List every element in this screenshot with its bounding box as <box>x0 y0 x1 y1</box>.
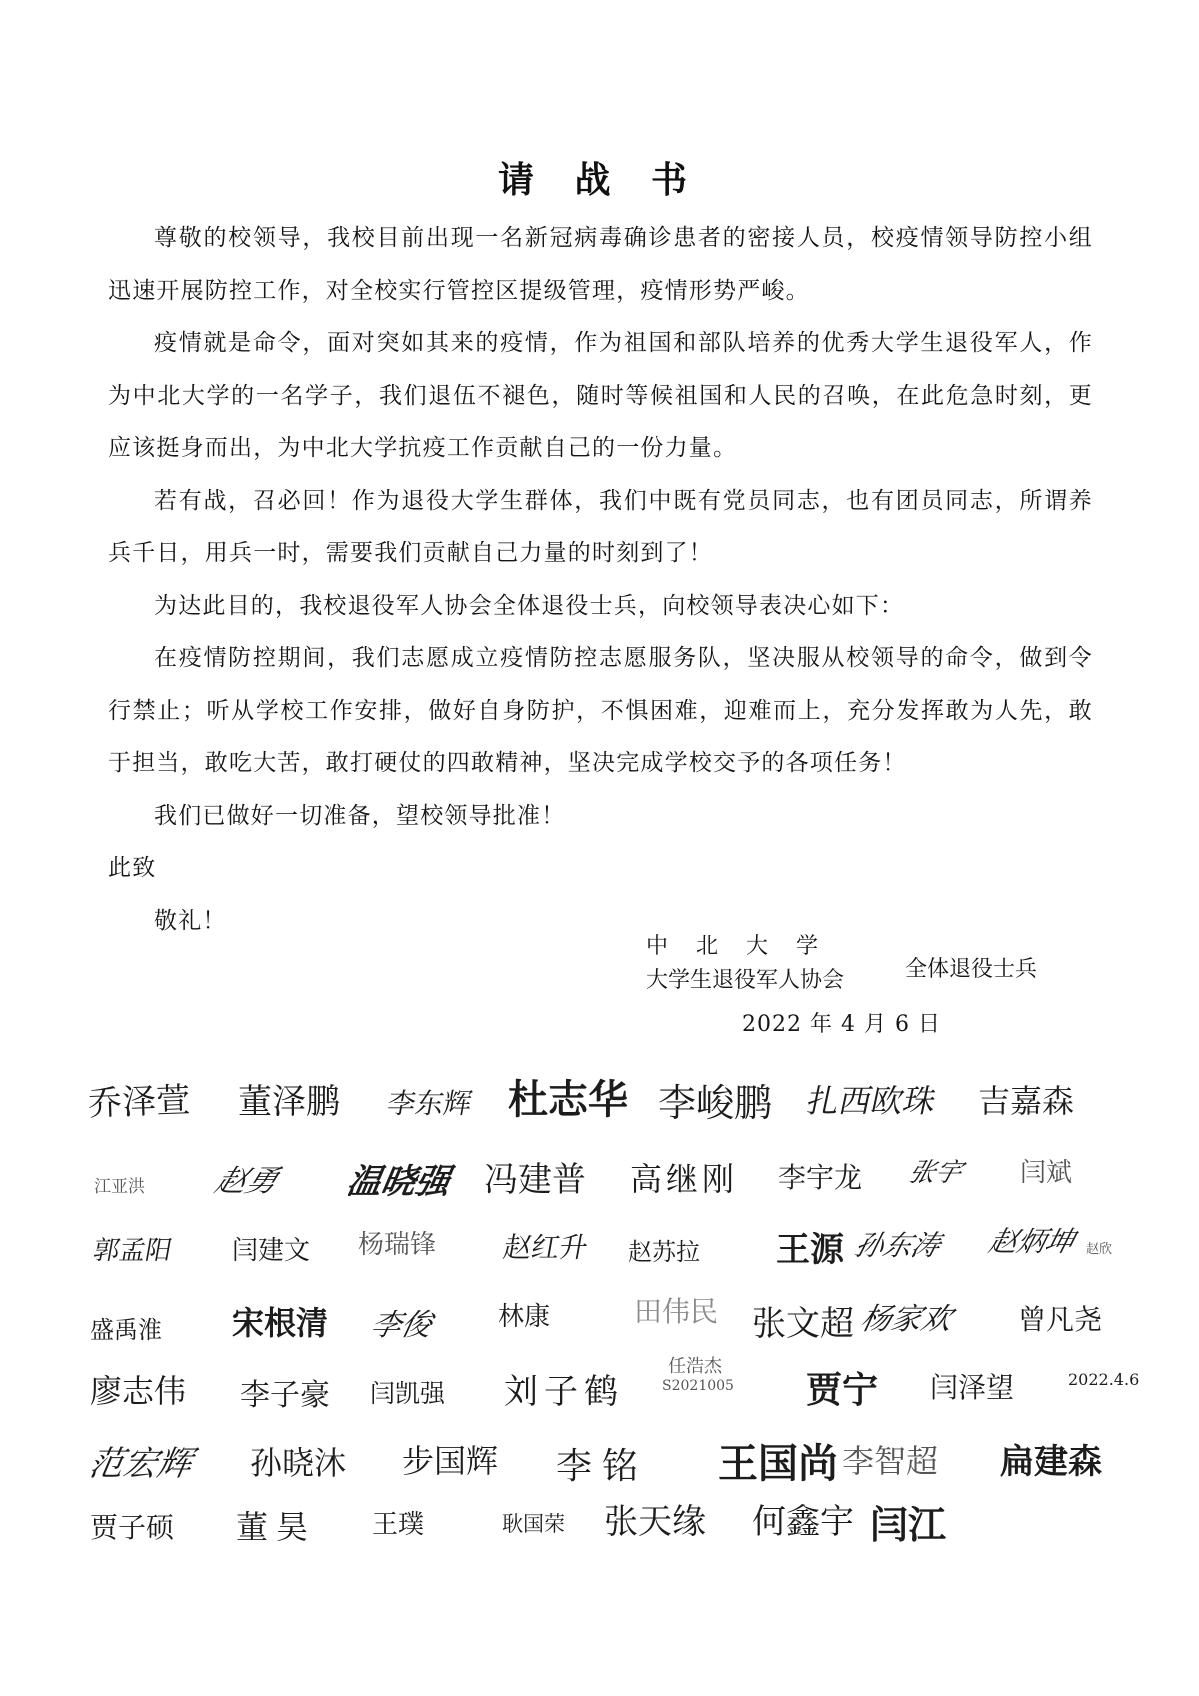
signature: 吉嘉森 <box>978 1082 1075 1120</box>
signature: 廖志伟 <box>90 1372 187 1410</box>
signature: 盛禹淮 <box>90 1316 162 1344</box>
signature: 曾凡尧 <box>1018 1303 1103 1336</box>
paragraph-4: 为达此目的，我校退役军人协会全体退役士兵，向校领导表决心如下： <box>154 592 905 619</box>
signature: 贾子硕 <box>90 1511 175 1544</box>
signature: 扎西欧珠 <box>803 1082 940 1120</box>
signature: 董昊 <box>236 1508 317 1546</box>
signature: 杨瑞锋 <box>358 1230 437 1260</box>
signature: 耿国荣 <box>502 1512 565 1536</box>
signature: 乔泽萱 <box>87 1080 191 1124</box>
signature: 林康 <box>498 1302 551 1332</box>
paragraph-2: 疫情就是命令，面对突如其来的疫情，作为祖国和部队培养的优秀大学生退役军人，作为中北大学的一名学子，我们退伍不褪色，随时等候祖国和人民的召唤，在此危急时刻，更应该挺身而出，为中北大学抗疫工作贡献自己的一份力量。 <box>108 330 1093 461</box>
signature: 李俊 <box>367 1308 435 1343</box>
signature: 李子豪 <box>240 1378 330 1413</box>
signature: 孙晓沐 <box>250 1444 347 1482</box>
paragraph-3: 若有战，召必回！作为退役大学生群体，我们中既有党员同志，也有团员同志，所谓养兵千日，用兵一时，需要我们贡献自己力量的时刻到了！ <box>108 487 1093 566</box>
signature: S2021005 <box>662 1378 734 1394</box>
signature: 高继刚 <box>630 1160 739 1198</box>
signature: 李峻鹏 <box>658 1081 773 1125</box>
signature: 赵欣 <box>1086 1242 1113 1257</box>
signature: 赵勇 <box>210 1164 284 1199</box>
signature: 何鑫宇 <box>752 1502 854 1542</box>
paragraph-1: 尊敬的校领导，我校目前出现一名新冠病毒确诊患者的密接人员，校疫情领导防控小组迅速开展防控工作，对全校实行管控区提级管理，疫情形势严峻。 <box>108 225 1093 304</box>
signature: 2022.4.6 <box>1068 1370 1140 1389</box>
signature: 张文超 <box>752 1304 854 1344</box>
signature: 李宇龙 <box>778 1161 863 1194</box>
signature: 李铭 <box>556 1446 649 1487</box>
signature: 李智超 <box>842 1442 939 1480</box>
signature: 王璞 <box>372 1510 425 1540</box>
signature: 田伟民 <box>634 1295 719 1328</box>
closing-regards: 敬礼！ <box>154 907 227 934</box>
signature: 王国尚 <box>718 1440 838 1487</box>
sender-university: 中北大学 <box>646 934 847 959</box>
closing-salutation: 此致 <box>108 855 157 881</box>
signature: 闫建文 <box>232 1236 311 1266</box>
signature: 闫斌 <box>1020 1158 1073 1188</box>
signature: 贾宁 <box>806 1369 879 1411</box>
signature: 张宇 <box>905 1158 966 1188</box>
paragraph-5: 在疫情防控期间，我们志愿成立疫情防控志愿服务队，坚决服从校领导的命令，做到令行禁止；听从学校工作安排，做好自身防护，不惧困难，迎难而上，充分发挥敢为人先，敢于担当，敢吃大苦，敢打硬仗的四敢精神，坚决完成学校交予的各项任务！ <box>108 645 1093 776</box>
signature: 董泽鹏 <box>238 1082 340 1122</box>
signature: 赵炳坤 <box>985 1225 1078 1258</box>
sender-group: 全体退役士兵 <box>905 957 1038 982</box>
signature: 张天缘 <box>604 1502 706 1542</box>
signature: 范宏辉 <box>85 1444 195 1484</box>
signature: 刘子鹤 <box>504 1372 624 1412</box>
signature: 李东辉 <box>384 1087 475 1120</box>
signature: 王源 <box>776 1230 844 1270</box>
document-title: 请 战 书 <box>497 160 702 201</box>
signature: 步国辉 <box>402 1442 499 1480</box>
signature: 赵苏拉 <box>628 1238 700 1266</box>
signature: 任浩杰 <box>668 1356 722 1377</box>
signature: 闫凯强 <box>370 1379 446 1408</box>
paragraph-6: 我们已做好一切准备，望校领导批准！ <box>154 802 566 829</box>
signature: 杜志华 <box>508 1076 628 1123</box>
letter-date: 2022 年 4 月 6 日 <box>742 1012 941 1037</box>
signature: 郭孟阳 <box>90 1236 175 1266</box>
signature: 江亚洪 <box>94 1177 145 1197</box>
signature: 孙东涛 <box>851 1229 944 1262</box>
signature: 闫江 <box>870 1502 947 1547</box>
signature: 扁建森 <box>1000 1442 1102 1482</box>
signature: 宋根清 <box>232 1304 329 1342</box>
signature: 温晓强 <box>343 1162 453 1202</box>
signature: 冯建普 <box>484 1160 586 1200</box>
sender-association: 大学生退役军人协会 <box>646 968 845 993</box>
signature: 赵红升 <box>500 1231 591 1264</box>
signature: 杨家欢 <box>857 1302 955 1337</box>
signature: 闫泽望 <box>930 1371 1015 1404</box>
